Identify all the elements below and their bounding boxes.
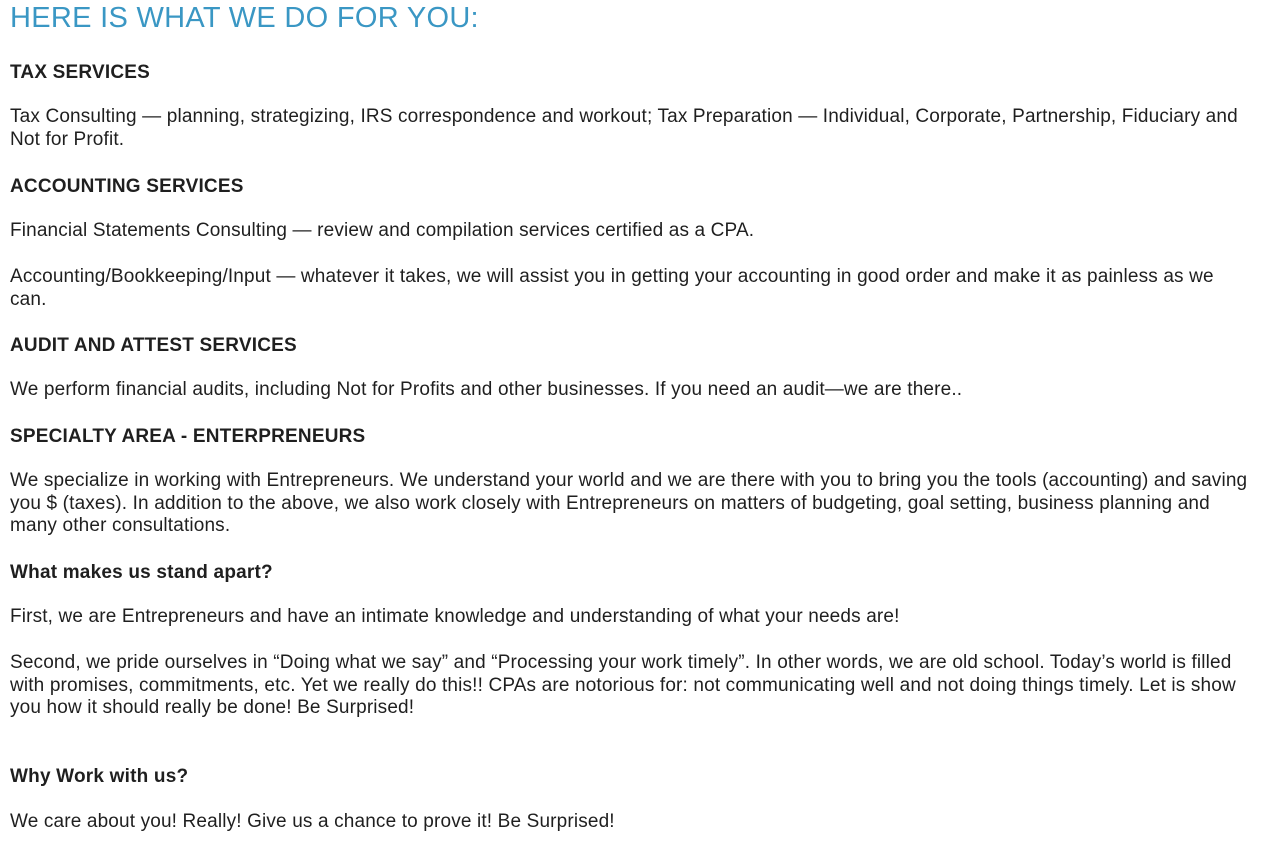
page-title: HERE IS WHAT WE DO FOR YOU:: [10, 2, 479, 34]
specialty-area-title: SPECIALTY AREA - ENTERPRENEURS: [10, 426, 366, 447]
why-work-title: Why Work with us?: [10, 766, 189, 787]
financial-statements-text: Financial Statements Consulting — review and compilation services certified as a CPA.: [10, 220, 755, 241]
tax-services-text: Tax Consulting — planning, strategizing, IRS correspondence and workout; Tax Preparation — Individual, Corporate, Partnership, Fiduciary and Not for Profit.: [10, 106, 1238, 150]
stand-apart-text-2: Second, we pride ourselves in “Doing what we say” and “Processing your work timely”. In other words, we are old school. Today’s world is filled with promises, commitments, etc. Yet we really do this!! CPAs are notorious for: not communicating well and not doing things timely. Let is show you how it should really be done! Be Surprised!: [10, 652, 1236, 719]
stand-apart-title: What makes us stand apart?: [10, 562, 273, 583]
accounting-services-title: ACCOUNTING SERVICES: [10, 176, 244, 197]
stand-apart-text-1: First, we are Entrepreneurs and have an intimate knowledge and understanding of what your needs are!: [10, 606, 900, 627]
audit-services-text: We perform financial audits, including Not for Profits and other businesses. If you need an audit—we are there..: [10, 379, 963, 400]
specialty-area-text: We specialize in working with Entrepreneurs. We understand your world and we are there with you to bring you the tools (accounting) and saving you $ (taxes). In addition to the above, we also work closely with Entrepreneurs on matters of budgeting, goal setting, business planning and many other consultations.: [10, 470, 1248, 537]
tax-services-title: TAX SERVICES: [10, 62, 151, 83]
why-work-text: We care about you! Really! Give us a chance to prove it! Be Surprised!: [10, 811, 615, 832]
audit-services-title: AUDIT AND ATTEST SERVICES: [10, 335, 297, 356]
bookkeeping-text: Accounting/Bookkeeping/Input — whatever it takes, we will assist you in getting your accounting in good order and make it as painless as we can.: [10, 266, 1214, 310]
